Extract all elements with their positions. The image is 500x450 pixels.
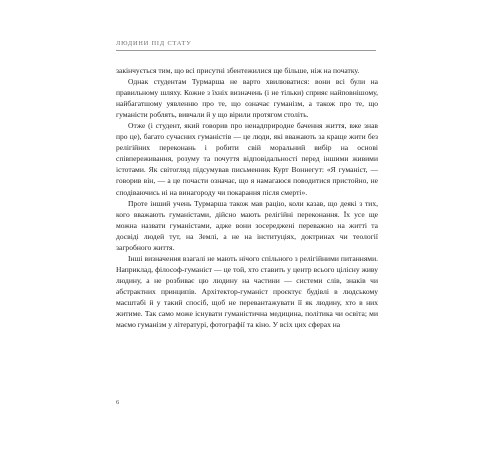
paragraph: Проте інший учень Турмарша також мав рацію, коли казав, що деякі з тих, кого вважають гуманістами, дійсно мають релігійні переконання. Їх усе ще можна назвати гуманістами, адже вони зосереджені переважно на житті та досвіді людей тут, на Землі, а не на інституціях, доктринах чи теології загробного життя. — [116, 198, 378, 252]
paragraph: закінчується тим, що всі присутні збентежилися ще більше, ніж на початку. — [116, 66, 360, 75]
paragraph: Однак студентам Турмарша не варто хвилюватися: вони всі були на правильному шляху. Кожне з їхніх визначень (і не тільки) сприяє найповнішому, найбагатшому уявленню про те, що означає гуманізм, а також про те, що гуманісти роблять, вивчали й у що вірили протягом століть. — [116, 77, 378, 120]
page-number: 6 — [116, 399, 120, 406]
header-rule — [116, 50, 376, 51]
running-header: ЛЮДИНИ ПІД СТАТУ — [116, 40, 192, 47]
paragraph: Отже (і студент, який говорив про ненадприродне бачення життя, вже знав про це), багато сучасних гуманістів — це люди, які вважають за краще жити без релігійних переконань і робити свій моральний вибір на основі співпереживання, розуму та почуття відповідальності перед іншими живими істотами. Як світогляд підсумував письменник Курт Воннегут: «Я гуманіст, — говорив він, — а це почасти означає, що я намагаюся поводитися пристойно, не сподіваючись ні на винагороду чи покарання після смерті». — [116, 121, 378, 197]
body-text — [116, 65, 378, 330]
paragraph: Інші визначення взагалі не мають нічого спільного з релігійними питаннями. Наприклад, філософ-гуманіст — це той, хто ставить у центр всього цілісну живу людину, а не розбиває цю людину на частини — системи слів, знаків чи абстрактних принципів. Архітектор-гуманіст проєктує будівлі в людському масштабі й у такий спосіб, щоб не перевантажувати її як людину, хто в них житиме. Так само може існувати гуманістична медицина, політика чи освіта; ми маємо гуманізм у літературі, фотографії та кіно. У всіх цих сферах на — [116, 253, 378, 330]
